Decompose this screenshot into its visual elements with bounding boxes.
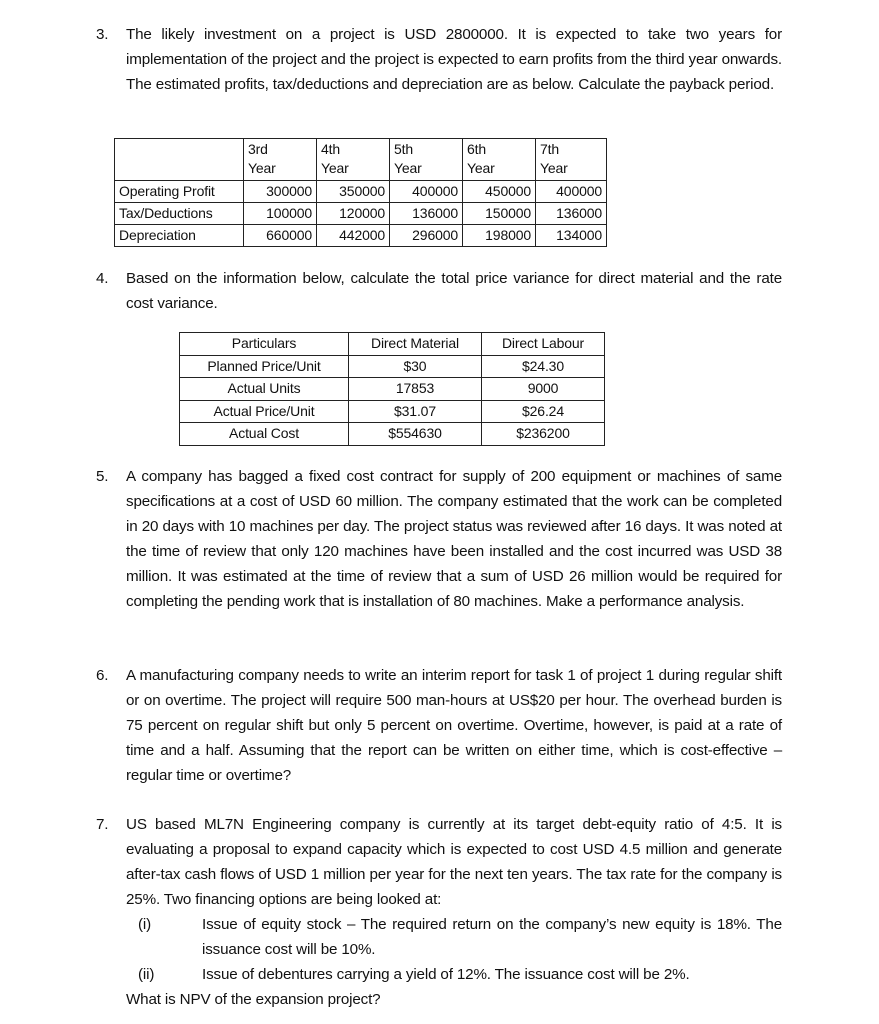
question-number: 6. [96,667,109,684]
table-cell: 134000 [536,225,607,247]
table-cell: 136000 [390,203,463,225]
question-5 [96,464,782,614]
header-line: 6th [467,141,487,157]
table-header-cell [115,139,244,181]
option-text: Issue of debentures carrying a yield of 12%. The issuance cost will be 2%. [202,966,690,983]
option-item [96,912,782,962]
option-label: (i) [138,916,152,933]
header-line: Year [321,160,349,176]
table-cell: $30 [349,355,482,378]
question-3 [96,22,782,97]
table-cell: 442000 [317,225,390,247]
table-cell: 450000 [463,181,536,203]
table-cell: 296000 [390,225,463,247]
table-cell: 120000 [317,203,390,225]
table-header-cell: Direct Material [349,333,482,356]
header-line: 3rd [248,141,268,157]
table-header-row [180,333,605,356]
header-line: 5th [394,141,414,157]
question-text: US based ML7N Engineering company is currently at its target debt-equity ratio of 4:5. It is evaluating a proposal to expand capacity which is expected to cost USD 4.5 million and generate after-tax cash flows of USD 1 million per year for the next ten years. The tax rate for the company is 25%. Two financing options are being looked at: [126,816,782,908]
table-row [180,355,605,378]
table-cell: 300000 [244,181,317,203]
table-header-cell [463,139,536,181]
table-cell: 350000 [317,181,390,203]
row-label: Operating Profit [115,181,244,203]
variance-table [179,332,605,446]
table-cell: 400000 [390,181,463,203]
question-text: A company has bagged a fixed cost contract for supply of 200 equipment or machines of same specifications at a cost of USD 60 million. The company estimated that the work can be completed in 20 days with 10 machines per day. The project status was reviewed after 16 days. It was noted at the time of review that only 120 machines have been installed and the cost incurred was USD 38 million. It was estimated at the time of review that a sum of USD 26 million would be required for completing the pending work that is installation of 80 machines. Make a performance analysis. [126,468,782,610]
table-cell: $31.07 [349,400,482,423]
option-item [96,962,782,987]
table-cell: 9000 [482,378,605,401]
question-number: 5. [96,468,109,485]
table-row [115,181,607,203]
question-number: 7. [96,816,109,833]
header-line: Year [394,160,422,176]
question-6 [96,663,782,788]
table-cell: 17853 [349,378,482,401]
option-label: (ii) [138,966,155,983]
row-label: Depreciation [115,225,244,247]
table-header-cell [390,139,463,181]
table-header-cell [244,139,317,181]
table-header-cell [536,139,607,181]
table-cell: $24.30 [482,355,605,378]
table-cell: 136000 [536,203,607,225]
table-row [115,203,607,225]
table-header-cell: Direct Labour [482,333,605,356]
question-text: A manufacturing company needs to write an interim report for task 1 of project 1 during regular shift or on overtime. The project will require 500 man-hours at US$20 per hour. The overhead burden is 75 percent on regular shift but only 5 percent on overtime. Overtime, however, is paid at a rate of time and a half. Assuming that the report can be written on either time, which is cost-effective – regular time or overtime? [126,667,782,784]
question-closing: What is NPV of the expansion project? [126,991,381,1008]
table-cell: $26.24 [482,400,605,423]
header-line: Year [540,160,568,176]
table-cell: 660000 [244,225,317,247]
table-header-cell [317,139,390,181]
table-row [115,225,607,247]
question-number: 4. [96,270,109,287]
table-row [180,378,605,401]
header-line: 4th [321,141,341,157]
row-label: Actual Price/Unit [180,400,349,423]
table-cell: 150000 [463,203,536,225]
header-line: 7th [540,141,560,157]
question-4 [96,266,782,316]
header-line: Year [248,160,276,176]
header-line: Year [467,160,495,176]
table-row [180,400,605,423]
table-header-cell: Particulars [180,333,349,356]
table-header-row [115,139,607,181]
question-body [126,812,782,1012]
payback-table [114,138,607,247]
option-text: Issue of equity stock – The required return on the company’s new equity is 18%. The issuance cost will be 10%. [202,916,782,958]
table-cell: 400000 [536,181,607,203]
table-cell: 100000 [244,203,317,225]
row-label: Actual Cost [180,423,349,446]
table-cell: 198000 [463,225,536,247]
row-label: Planned Price/Unit [180,355,349,378]
row-label: Tax/Deductions [115,203,244,225]
question-number: 3. [96,26,109,43]
row-label: Actual Units [180,378,349,401]
table-row [180,423,605,446]
table-cell: $554630 [349,423,482,446]
question-7 [96,812,782,1012]
table-cell: $236200 [482,423,605,446]
question-text: Based on the information below, calculate the total price variance for direct material and the rate cost variance. [126,270,782,312]
question-text: The likely investment on a project is USD 2800000. It is expected to take two years for implementation of the project and the project is expected to earn profits from the third year onwards. The estimated profits, tax/deductions and depreciation are as below. Calculate the payback period. [126,26,782,93]
